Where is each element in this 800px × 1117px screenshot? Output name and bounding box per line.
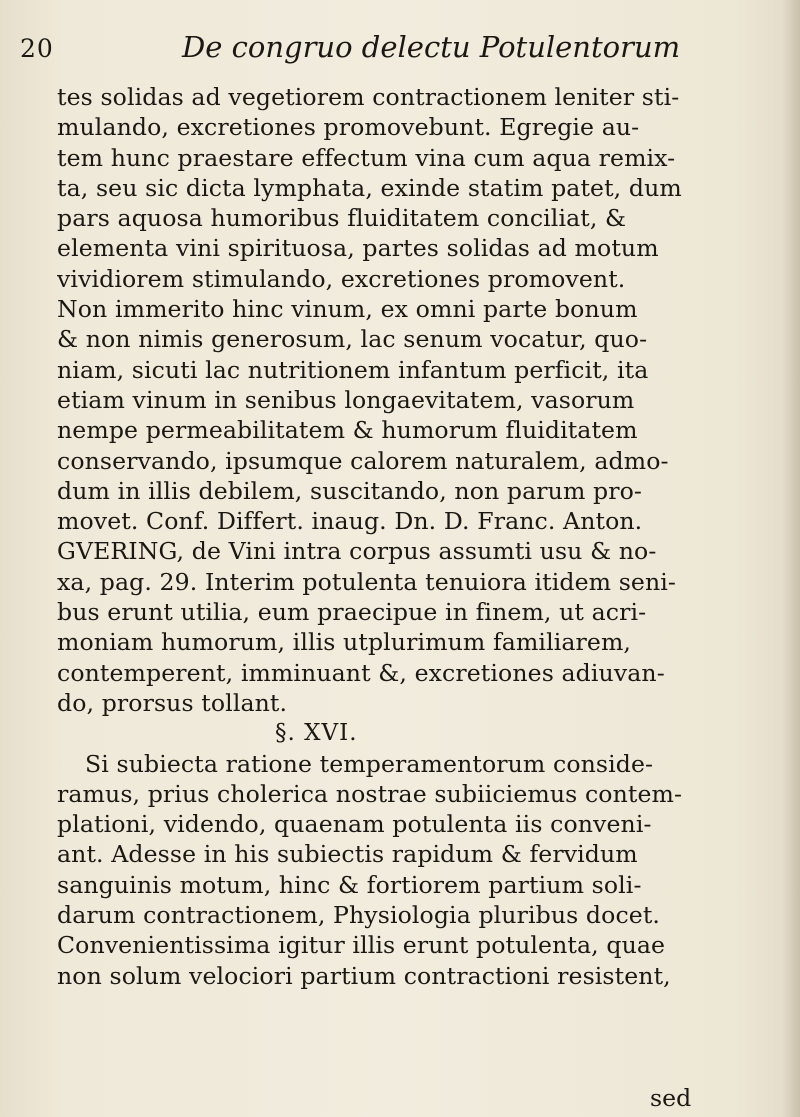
text-line: & non nimis generosum, lac senum vocatur, quo- <box>57 325 648 354</box>
text-line: etiam vinum in senibus longaevitatem, vasorum <box>57 385 635 414</box>
text-line: elementa vini spirituosa, partes solidas ad motum <box>57 234 659 263</box>
text-line: plationi, videndo, quaenam potulenta iis conveni- <box>57 810 652 839</box>
text-line: sanguinis motum, hinc & fortiorem partium soli- <box>57 870 642 899</box>
text-line: bus erunt utilia, eum praecipue in finem, ut acri- <box>57 598 647 627</box>
section-heading: §. XVI. <box>275 720 358 747</box>
text-line: do, prorsus tollant. <box>57 688 288 717</box>
text-line: nempe permeabilitatem & humorum fluiditatem <box>57 416 638 445</box>
text-line: ramus, prius cholerica nostrae subiiciemus contem- <box>57 779 683 808</box>
text-line: dum in illis debilem, suscitando, non parum pro- <box>57 476 642 505</box>
text-line: conservando, ipsumque calorem naturalem, admo- <box>57 446 669 475</box>
text-line: ant. Adesse in his subiectis rapidum & fervidum <box>57 840 638 869</box>
text-line: contemperent, imminuant &, excretiones adiuvan- <box>57 658 665 687</box>
text-line: GVERING, de Vini intra corpus assumti usu & no- <box>57 537 657 566</box>
text-line: ta, seu sic dicta lymphata, exinde statim patet, dum <box>57 173 682 202</box>
text-line: pars aquosa humoribus fluiditatem conciliat, & <box>57 204 627 233</box>
text-line: vividiorem stimulando, excretiones promovent. <box>57 264 626 293</box>
page-number: 20 <box>20 34 54 63</box>
text-line: Non immerito hinc vinum, ex omni parte bonum <box>57 295 638 324</box>
text-line: xa, pag. 29. Interim potulenta tenuiora itidem seni- <box>57 567 676 596</box>
running-title: De congruo delectu Potulentorum <box>182 30 681 64</box>
text-line: Si subiecta ratione temperamentorum conside- <box>85 749 654 778</box>
text-line: non solum velociori partium contractioni resistent, <box>57 961 671 990</box>
page-edge-shadow <box>782 0 800 1117</box>
text-line: moniam humorum, illis utplurimum familiarem, <box>57 628 632 657</box>
text-line: tes solidas ad vegetiorem contractionem leniter sti- <box>57 83 680 111</box>
text-line: niam, sicuti lac nutritionem infantum perficit, ita <box>57 355 649 384</box>
text-line: darum contractionem, Physiologia pluribus docet. <box>57 901 660 930</box>
text-line: Convenientissima igitur illis erunt potulenta, quae <box>57 931 666 960</box>
page-header <box>20 28 760 68</box>
catchword: sed <box>650 1084 692 1112</box>
text-line: tem hunc praestare effectum vina cum aqua remix- <box>57 143 676 172</box>
text-line: mulando, excretiones promovebunt. Egregie au- <box>57 113 640 142</box>
body-text <box>57 82 757 991</box>
text-line: movet. Conf. Differt. inaug. Dn. D. Franc. Anton. <box>57 507 643 536</box>
